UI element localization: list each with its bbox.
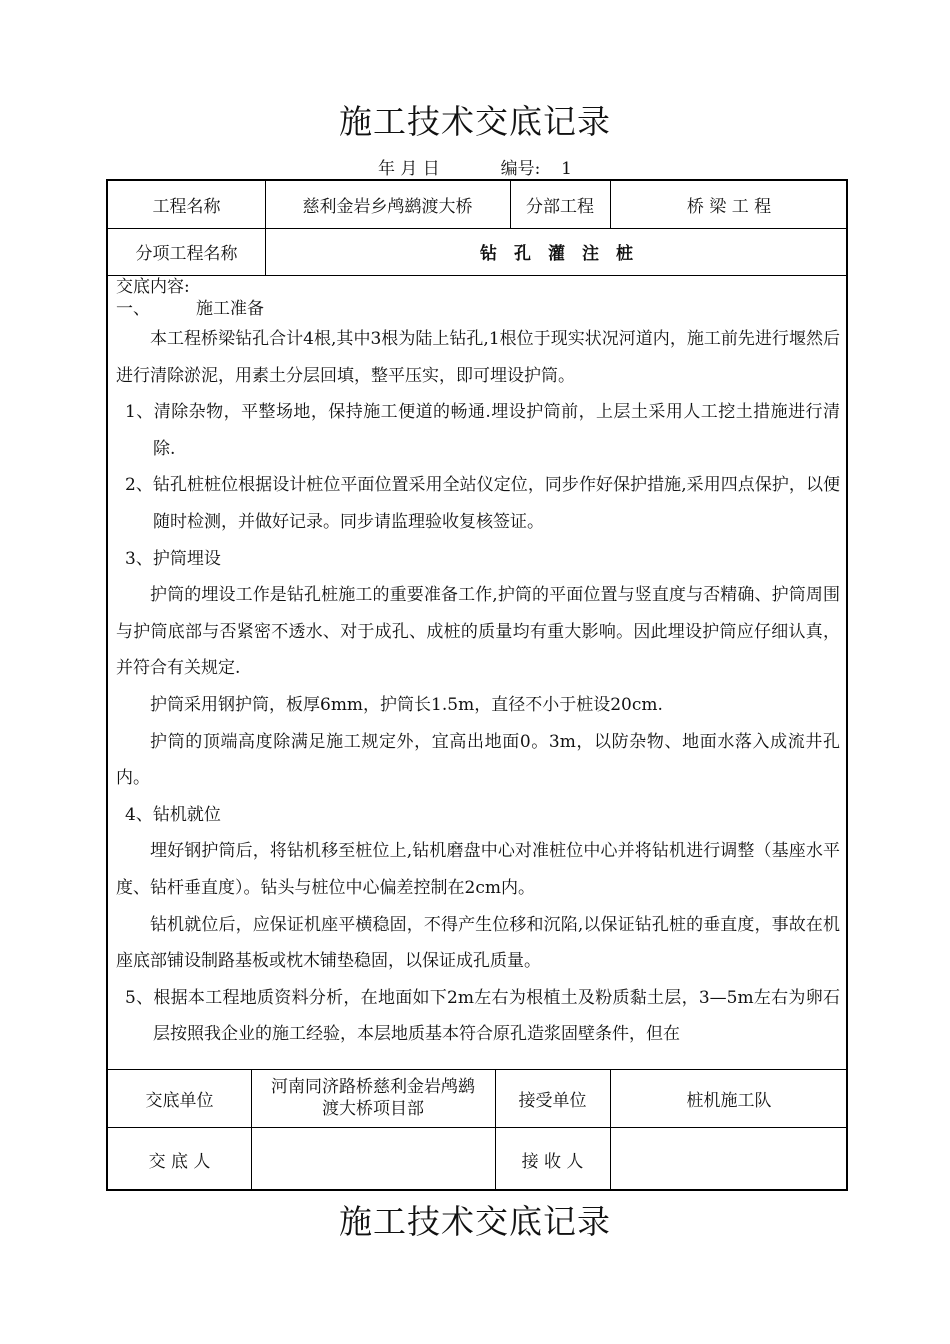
date-label: 年 月 日 <box>378 159 440 179</box>
receiver-person-label: 接 收 人 <box>521 1151 584 1172</box>
date-serial-line <box>0 154 950 179</box>
issuer-person-field[interactable] <box>251 1127 495 1191</box>
content-label: 交底内容: <box>116 277 190 297</box>
receiver-person-field[interactable] <box>610 1127 848 1191</box>
intro-paragraph: 本工程桥梁钻孔合计4根,其中3根为陆上钻孔,1根位于现实状况河道内，施工前先进行堰然后进行清除淤泥，用素土分层回填，整平压实，即可埋设护筒。 <box>116 329 840 386</box>
item-4-paragraph-2: 钻机就位后，应保证机座平横稳固，不得产生位移和沉陷,以保证钻孔桩的垂直度，事故在机座底部铺设制路基板或枕木铺垫稳固，以保证成孔质量。 <box>116 914 840 972</box>
project-name-value: 慈利金岩乡鸬鹚渡大桥 <box>302 197 473 217</box>
section-number: 一、 <box>116 299 150 319</box>
item-4-paragraph-1: 埋好钢护筒后，将钻机移至桩位上,钻机磨盘中心对准桩位中心并将钻机进行调整（基座水平度、钻杆垂直度）。钻头与桩位中心偏差控制在2cm内。 <box>116 841 840 898</box>
item-3-paragraph-1: 护筒的埋设工作是钻孔桩施工的重要准备工作,护筒的平面位置与竖直度与否精确、护筒周围与护筒底部与否紧密不透水、对于成孔、成桩的质量均有重大影响。因此埋设护筒应仔细认真，并符合有关规定. <box>116 585 840 679</box>
subitem-label: 分项工程名称 <box>135 244 238 264</box>
project-name-label: 工程名称 <box>152 197 221 217</box>
section-heading <box>116 297 840 321</box>
division-value: 桥 梁 工 程 <box>686 197 772 217</box>
division-label: 分部工程 <box>526 197 594 217</box>
item-3-paragraph-3: 护筒的顶端高度除满足施工规定外，宜高出地面0。3m，以防杂物、地面水落入成流井孔内。 <box>116 731 840 789</box>
item-2: 2、钻孔桩桩位根据设计桩位平面位置采用全站仪定位，同步作好保护措施,采用四点保护，以便随时检测，并做好记录。同步请监理验收复核签证。 <box>125 475 840 532</box>
item-1: 1、清除杂物，平整场地，保持施工便道的畅通.埋设护筒前，上层土采用人工挖土措施进行清除. <box>125 402 840 459</box>
page-title: 施工技术交底记录 <box>339 102 611 141</box>
item-4-title: 4、钻机就位 <box>125 804 221 825</box>
issuer-person-label: 交 底 人 <box>148 1151 211 1172</box>
disclosure-sheet <box>106 179 848 1191</box>
serial-value: 1 <box>561 159 572 179</box>
subitem-value: 钻 孔 灌 注 桩 <box>480 244 633 264</box>
next-page-title: 施工技术交底记录 <box>339 1202 611 1241</box>
receiver-unit-label: 接受单位 <box>518 1090 587 1111</box>
receiver-unit-value: 桩机施工队 <box>686 1090 772 1111</box>
section-title: 施工准备 <box>196 299 264 319</box>
issuer-unit-value: 河南同济路桥慈利金岩鸬鹚渡大桥项目部 <box>271 1077 475 1119</box>
serial-label: 编号: <box>500 159 541 179</box>
item-3-paragraph-2: 护筒采用钢护筒，板厚6mm，护筒长1.5m，直径不小于桩设20cm. <box>150 694 663 715</box>
disclosure-content <box>116 277 840 1067</box>
item-3-title: 3、护筒埋设 <box>125 548 221 569</box>
issuer-unit-label: 交底单位 <box>145 1090 214 1111</box>
item-5: 5、根据本工程地质资料分析，在地面如下2m左右为根植土及粉质黏土层，3—5m左右为卵石层按照我企业的施工经验，本层地质基本符合原孔造浆固壁条件，但在 <box>125 987 840 1045</box>
